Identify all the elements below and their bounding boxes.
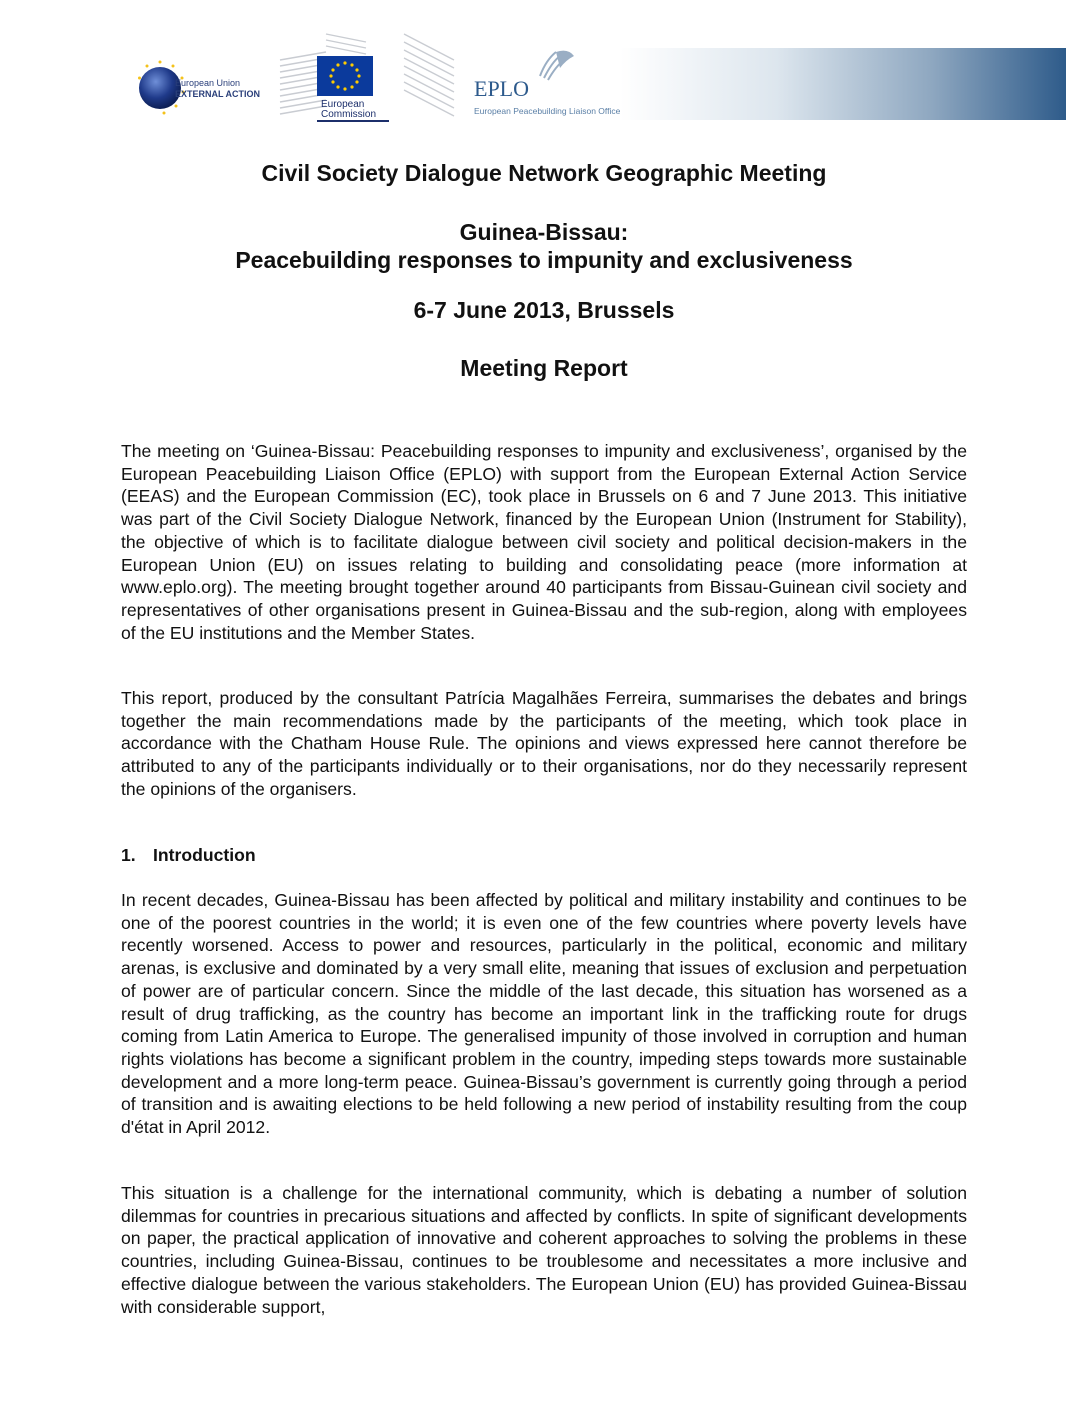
paragraph-context: In recent decades, Guinea-Bissau has been affected by political and military instability and continues to be one of the poorest countries in the world; it is even one of the few countries where poverty levels have recently worsened. Access to power and resources, particularly in the political, economic and military arenas, is exclusive and dominated by a very small elite, meaning that issues of exclusion and perpetuation of power are of particular concern. Since the middle of the last decade, this situation has worsened as a result of drug trafficking, as the country has become an important link in the trafficking route for drugs coming from Latin America to Europe. The generalised impunity of those involved in corruption and human rights violations has become a significant problem in the country, impeding steps towards more sustainable development and a more long-term peace. Guinea-Bissau’s government is currently going through a period of transition and is awaiting elections to be held following a new period of instability resulting from the coup d'état in April 2012. xyxy=(121,890,967,1138)
paragraph-report-note: This report, produced by the consultant Patrícia Magalhães Ferreira, summarises the debates and brings together the main recommendations made by the participants of the meeting, which took place in accordance with the Chatham House Rule. The opinions and views expressed here cannot therefore be attributed to any of the participants individually or to their organisations, nor do they necessarily represent the opinions of the organisers. xyxy=(121,688,967,799)
section-title: Introduction xyxy=(153,845,256,865)
section-number: 1. xyxy=(121,845,136,865)
report-subtitle: Peacebuilding responses to impunity and exclusiveness xyxy=(235,247,853,273)
paragraph-challenge: This situation is a challenge for the international community, which is debating a number of solution dilemmas for countries in precarious situations and affected by conflicts. In spite of significant developments on paper, the practical application of innovative and coherent approaches to solving the problems in these countries, including Guinea-Bissau, continues to be troublesome and necessitates a more inclusive and effective dialogue between the various stakeholders. The European Union (EU) has provided Guinea-Bissau with considerable support, xyxy=(121,1183,967,1317)
date-place: 6-7 June 2013, Brussels xyxy=(413,297,675,323)
eeas-line2: EXTERNAL ACTION xyxy=(175,89,261,99)
section-heading-introduction xyxy=(121,845,256,866)
eeas-logo-text xyxy=(175,78,260,100)
network-title: Civil Society Dialogue Network Geographic Meeting xyxy=(261,160,827,186)
eeas-line1: European Union xyxy=(175,78,241,88)
paragraph-intro: The meeting on ‘Guinea-Bissau: Peacebuilding responses to impunity and exclusiveness’, organised by the European Peacebuilding Liaison Office (EPLO) with support from the European External Action Service (EEAS) and the European Commission (EC), took place in Brussels on 6 and 7 June 2013. This initiative was part of the Civil Society Dialogue Network, financed by the European Union (Instrument for Stability), the objective of which is to facilitate dialogue between civil society and political decision-makers in the European Union (EU) on issues relating to building and consolidating peace (more information at www.eplo.org). The meeting brought together around 40 participants from Bissau-Guinean civil society and representatives of other organisations present in Guinea-Bissau and the sub-region, along with employees of the EU institutions and the Member States. xyxy=(121,441,967,643)
country-title: Guinea-Bissau: xyxy=(459,219,629,245)
ec-logo-text xyxy=(321,100,376,120)
eplo-name: EPLO xyxy=(474,76,529,101)
report-title: Meeting Report xyxy=(460,355,628,381)
ec-line2: Commission xyxy=(321,109,377,120)
ec-line1: European xyxy=(321,99,365,110)
header-gradient-bar xyxy=(620,48,1066,120)
eplo-subtitle: European Peacebuilding Liaison Office xyxy=(474,106,621,116)
